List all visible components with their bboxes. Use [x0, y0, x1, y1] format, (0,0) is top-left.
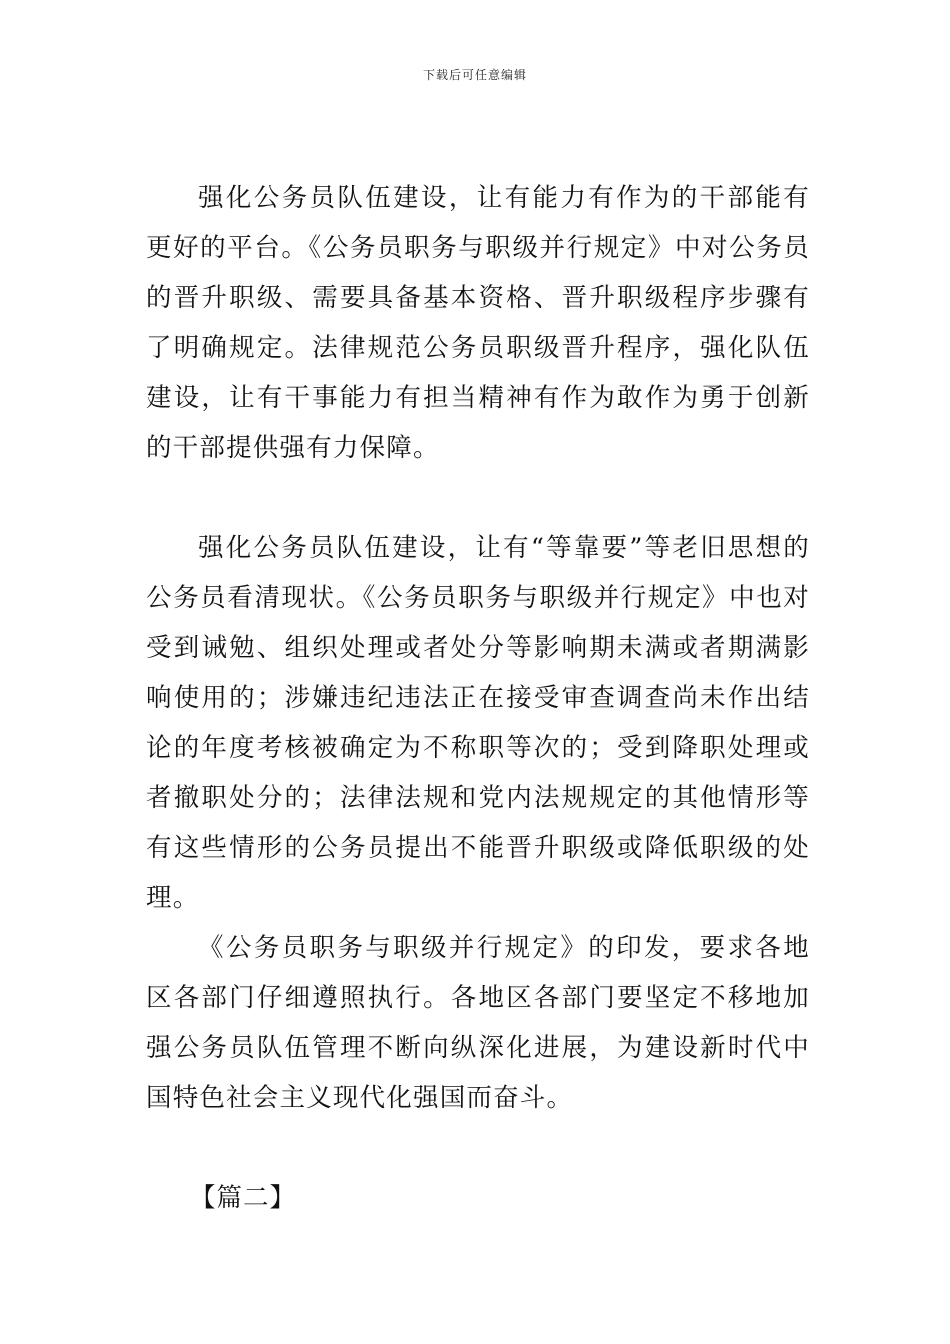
section-heading: 【篇二】	[190, 1183, 297, 1213]
body-paragraph-1: 强化公务员队伍建设，让有能力有作为的干部能有更好的平台。《公务员职务与职级并行规定》中对公务员的晋升职级、需要具备基本资格、晋升职级程序步骤有了明确规定。法律规范公务员职级晋升程序，强化队伍建设，让有干事能力有担当精神有作为敢作为勇于创新的干部提供强有力保障。	[146, 183, 810, 463]
body-paragraph-2: 强化公务员队伍建设，让有“等靠要”等老旧思想的公务员看清现状。《公务员职务与职级并行规定》中也对受到诫勉、组织处理或者处分等影响期未满或者期满影响使用的；涉嫌违纪违法正在接受审查调查尚未作出结论的年度考核被确定为不称职等次的；受到降职处理或者撤职处分的；法律法规和党内法规规定的其他情形等有这些情形的公务员提出不能晋升职级或降低职级的处理。	[146, 533, 810, 913]
page-header-note: 下载后可任意编辑	[422, 68, 527, 82]
body-paragraph-3: 《公务员职务与职级并行规定》的印发，要求各地区各部门仔细遵照执行。各地区各部门要坚定不移地加强公务员队伍管理不断向纵深化进展，为建设新时代中国特色社会主义现代化强国而奋斗。	[146, 933, 810, 1113]
